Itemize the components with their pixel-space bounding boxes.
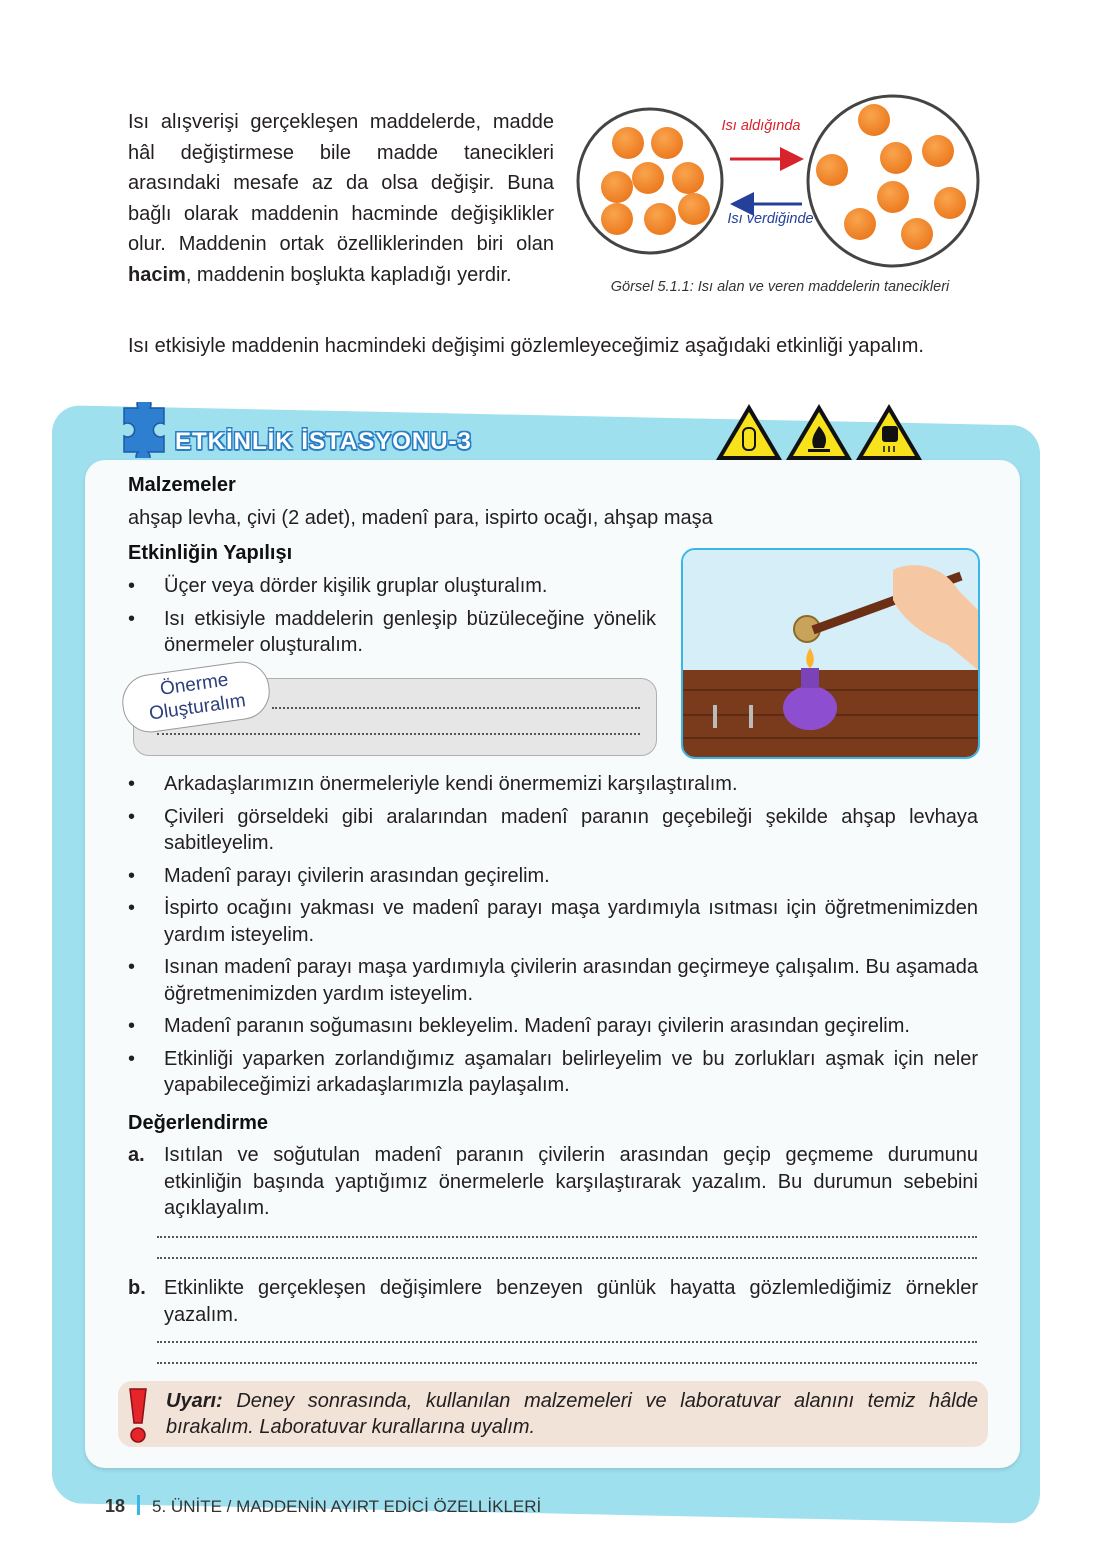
question-text: Etkinlikte gerçekleşen değişimlere benzeyen günlük hayatta gözlemlediğimiz örnekler yazalım. (164, 1277, 978, 1326)
list-item: • Üçer veya dörder kişilik gruplar oluşturalım. (128, 575, 548, 597)
answer-line[interactable] (157, 733, 640, 735)
question-b (128, 1275, 978, 1334)
warning-label: Uyarı: (166, 1390, 223, 1412)
puzzle-icon (118, 402, 170, 458)
list-item (128, 1142, 978, 1222)
answer-line[interactable] (157, 1362, 977, 1364)
question-text: Isıtılan ve soğutulan madenî paranın çivilerin arasından geçip geçmeme durumunu etkinliğin başında yaptığımız önermelerle karşılaştırarak yazalım. Bu durumun sebebini açıklayalım. (164, 1144, 978, 1219)
answer-line[interactable] (272, 707, 640, 709)
term-bold: hacim (128, 263, 186, 286)
list-item: • Çivileri görseldeki gibi aralarından madenî paranın geçebileği şekilde ahşap levhaya sabitleyelim. (128, 805, 978, 854)
warning-body: Deney sonrasında, kullanılan malzemeleri ve laboratuvar alanını temiz hâlde bırakalım. Laboratuvar kurallarına uyalım. (166, 1390, 978, 1438)
evaluation-heading: Değerlendirme (128, 1112, 269, 1134)
step-text: Çivileri görseldeki gibi aralarından madenî paranın geçebileği şekilde ahşap levhaya sabitleyelim. (164, 805, 978, 854)
heat-loss-label: Isı verdiğinde (727, 211, 814, 227)
footer-divider (137, 1495, 140, 1515)
hazard-flammable-icon (786, 404, 852, 460)
list-item (128, 1275, 978, 1328)
experiment-photo (681, 548, 980, 759)
step-text: Üçer veya dörder kişilik gruplar oluşturalım. (164, 575, 548, 597)
list-item: • Madenî paranın soğumasını bekleyelim. Madenî parayı çivilerin arasından geçirelim. (128, 1015, 910, 1037)
question-letter: a. (128, 1144, 145, 1166)
intro-paragraph (128, 107, 554, 291)
hazard-protective-gear-icon (716, 404, 782, 460)
list-item: • Etkinliği yaparken zorlandığımız aşamaları belirleyelim ve bu zorlukları aşmak için neler yapabileceğimizi arkadaşlarımızla paylaşalım. (128, 1047, 978, 1096)
hypothesis-label: Önerme Oluşturalım (119, 658, 274, 736)
step-text: Etkinliği yaparken zorlandığımız aşamaları belirleyelim ve bu zorlukları aşmak için neler yapabileceğimizi arkadaşlarımızla paylaşalım. (164, 1047, 978, 1096)
intro-text: Isı alışverişi gerçekleşen maddelerde, madde hâl değiştirmese bile madde tanecikleri arasındaki mesafe az da olsa değişir. Buna bağlı olarak maddenin hacminde değişiklikler olur. Maddenin ortak özelliklerinden biri olan (128, 111, 554, 256)
page-footer (105, 1495, 541, 1517)
step-text: Madenî paranın soğumasını bekleyelim. Madenî parayı çivilerin arasından geçirelim. (164, 1015, 910, 1037)
answer-line[interactable] (157, 1236, 977, 1238)
unit-title: 5. ÜNİTE / MADDENİN AYIRT EDİCİ ÖZELLİKLERİ (152, 1497, 542, 1516)
steps-top-list (128, 573, 656, 665)
list-item: • Arkadaşlarımızın önermeleriyle kendi önermemizi karşılaştıralım. (128, 773, 738, 795)
intro-paragraph-2: Isı etkisiyle maddenin hacmindeki değişimi gözlemleyeceğimiz aşağıdaki etkinliği yapalım. (128, 335, 924, 357)
step-text: Isınan madenî parayı maşa yardımıyla çivilerin arasından geçirmeye çalışalım. Bu aşamada öğretmenimizden yardım isteyelim. (164, 956, 978, 1005)
hazard-hot-surface-icon (856, 404, 922, 460)
list-item: • Madenî parayı çivilerin arasından geçirelim. (128, 864, 550, 887)
step-text: Isı etkisiyle maddelerin genleşip büzüleceğine yönelik önermeler oluşturalım. (164, 607, 656, 656)
question-letter: b. (128, 1277, 146, 1299)
hazard-icons (716, 402, 924, 462)
page-number: 18 (105, 1496, 126, 1516)
procedure-heading: Etkinliğin Yapılışı (128, 542, 293, 564)
question-a (128, 1142, 978, 1228)
steps-list (128, 771, 978, 1105)
list-item: • Isı etkisiyle maddelerin genleşip büzüleceğine yönelik önermeler oluşturalım. (128, 607, 656, 656)
materials-heading: Malzemeler (128, 474, 236, 496)
activity-title: ETKİNLİK İSTASYONU-3 (175, 428, 472, 455)
step-text: İspirto ocağını yakması ve madenî parayı maşa yardımıyla ısıtması için öğretmenimizden yardım isteyelim. (164, 897, 978, 946)
answer-line[interactable] (157, 1257, 977, 1259)
list-item: • Isınan madenî parayı maşa yardımıyla çivilerin arasından geçirmeye çalışalım. Bu aşamada öğretmenimizden yardım isteyelim. (128, 956, 978, 1005)
step-text: Arkadaşlarımızın önermeleriyle kendi önermemizi karşılaştıralım. (164, 773, 738, 795)
figure-caption: Görsel 5.1.1: Isı alan ve veren maddelerin tanecikleri (610, 279, 950, 295)
list-item: • İspirto ocağını yakması ve madenî parayı maşa yardımıyla ısıtması için öğretmenimizden yardım isteyelim. (128, 897, 978, 946)
warning-text (166, 1388, 978, 1440)
step-text: Madenî parayı çivilerin arasından geçirelim. (164, 864, 550, 887)
materials-list: ahşap levha, çivi (2 adet), madenî para, ispirto ocağı, ahşap maşa (128, 507, 713, 529)
heat-gain-label: Isı aldığında (721, 118, 801, 134)
exclamation-icon (126, 1385, 150, 1445)
intro-text-end: , maddenin boşlukta kapladığı yerdir. (185, 263, 512, 286)
answer-line[interactable] (157, 1341, 977, 1343)
